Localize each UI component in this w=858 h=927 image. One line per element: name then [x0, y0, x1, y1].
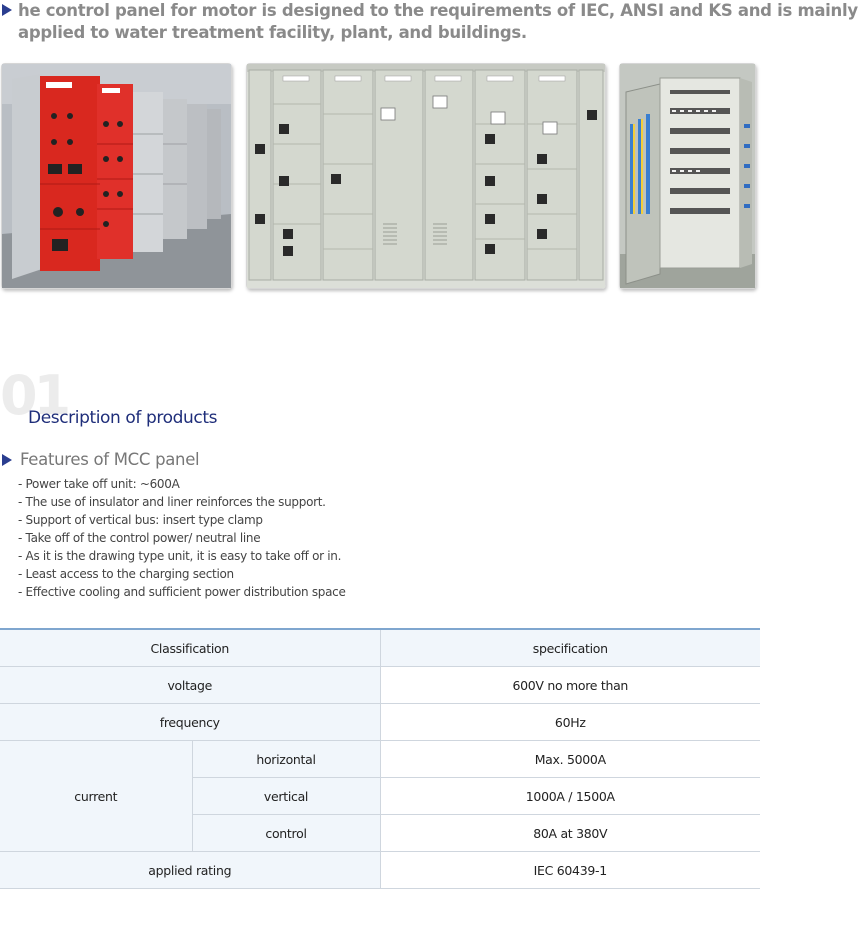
list-item: - Support of vertical bus: insert type clamp: [18, 513, 263, 527]
table-row: [0, 741, 760, 778]
table-header-row: [0, 629, 760, 667]
sub-label-vertical: vertical: [192, 778, 380, 815]
sub-value-control: 80A at 380V: [380, 815, 760, 852]
intro-line-1: he control panel for motor is designed to the requirements of IEC, ANSI and KS and is mainly: [18, 1, 858, 20]
triangle-bullet-icon: [2, 454, 12, 466]
open-panel-wiring-photo: [619, 63, 756, 289]
sub-value-vertical: 1000A / 1500A: [380, 778, 760, 815]
row-value-voltage: 600V no more than: [380, 667, 760, 704]
sub-value-horizontal: Max. 5000A: [380, 741, 760, 778]
red-mcc-panel-photo: [1, 63, 232, 289]
table-row: [0, 704, 760, 741]
table-row: [0, 852, 760, 889]
row-label-frequency: frequency: [0, 704, 380, 741]
sub-label-horizontal: horizontal: [192, 741, 380, 778]
table-row: [0, 667, 760, 704]
row-label-voltage: voltage: [0, 667, 380, 704]
section-title: Description of products: [28, 408, 218, 428]
list-item: - Effective cooling and sufficient power distribution space: [18, 585, 346, 599]
grey-mcc-panel-row-photo: [246, 63, 606, 289]
intro-line-2: applied to water treatment facility, plant, and buildings.: [18, 23, 527, 42]
list-item: - Power take off unit: ~600A: [18, 477, 180, 491]
list-item: - Least access to the charging section: [18, 567, 234, 581]
features-list: [18, 475, 346, 601]
row-value-frequency: 60Hz: [380, 704, 760, 741]
list-item: - As it is the drawing type unit, it is easy to take off or in.: [18, 549, 342, 563]
header-specification: specification: [380, 629, 760, 667]
row-value-applied-rating: IEC 60439-1: [380, 852, 760, 889]
row-label-current: current: [0, 741, 192, 852]
sub-label-control: control: [192, 815, 380, 852]
list-item: - Take off of the control power/ neutral line: [18, 531, 261, 545]
list-item: - The use of insulator and liner reinforces the support.: [18, 495, 326, 509]
header-classification: Classification: [0, 629, 380, 667]
section-number: 01: [0, 364, 68, 427]
row-label-applied-rating: applied rating: [0, 852, 380, 889]
spec-table: [0, 628, 760, 889]
features-title: Features of MCC panel: [20, 450, 200, 469]
triangle-bullet-icon: [2, 4, 12, 16]
